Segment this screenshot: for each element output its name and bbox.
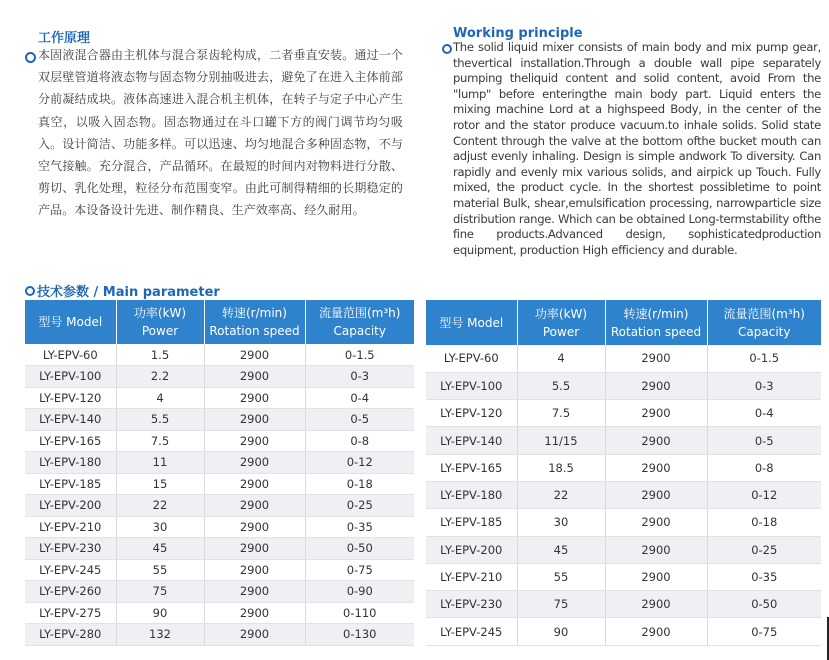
cell-speed: 2900 [605, 536, 707, 563]
cell-capacity: 0-3 [707, 372, 821, 399]
header-capacity-en: Capacity [738, 324, 791, 339]
table-row [426, 427, 821, 454]
cell-capacity: 0-12 [707, 481, 821, 508]
header-speed-en: Rotation speed [209, 324, 300, 338]
cell-speed: 2900 [204, 624, 305, 646]
table-row [426, 400, 821, 427]
cell-capacity: 0-25 [707, 536, 821, 563]
cell-capacity: 0-8 [305, 430, 414, 452]
cell-speed: 2900 [204, 430, 305, 452]
cell-model: LY-EPV-100 [25, 366, 116, 388]
cell-capacity: 0-1.5 [305, 344, 414, 366]
cell-speed: 2900 [605, 618, 707, 645]
table-row [426, 372, 821, 399]
cell-power: 90 [517, 618, 605, 645]
cell-capacity: 0-110 [305, 602, 414, 624]
cell-power: 7.5 [116, 430, 204, 452]
cell-capacity: 0-5 [305, 409, 414, 431]
cell-model: LY-EPV-185 [426, 509, 517, 536]
parameter-title-text: 技术参数 / Main parameter [37, 285, 220, 300]
cell-capacity: 0-3 [305, 366, 414, 388]
cell-model: LY-EPV-185 [25, 473, 116, 495]
cell-speed: 2900 [204, 409, 305, 431]
cell-model: LY-EPV-120 [426, 400, 517, 427]
table-row [25, 387, 414, 409]
cell-speed: 2900 [605, 427, 707, 454]
cell-power: 1.5 [116, 344, 204, 366]
header-power [116, 300, 204, 344]
table-row [25, 581, 414, 603]
cell-speed: 2900 [605, 563, 707, 590]
cell-model: LY-EPV-245 [25, 559, 116, 581]
cell-power: 11 [116, 452, 204, 474]
circle-bullet-icon [442, 44, 452, 54]
cell-power: 22 [116, 495, 204, 517]
cell-power: 90 [116, 602, 204, 624]
cell-speed: 2900 [605, 454, 707, 481]
cell-speed: 2900 [204, 581, 305, 603]
cell-capacity: 0-90 [305, 581, 414, 603]
cell-model: LY-EPV-165 [25, 430, 116, 452]
english-section-title: Working principle [453, 26, 583, 41]
cell-model: LY-EPV-260 [25, 581, 116, 603]
table-row [25, 624, 414, 646]
header-capacity-cn: 流量范围(m³h) [723, 306, 805, 321]
cell-power: 55 [116, 559, 204, 581]
header-power-cn: 功率(kW) [534, 306, 588, 321]
cell-model: LY-EPV-200 [25, 495, 116, 517]
cell-capacity: 0-50 [707, 591, 821, 618]
cell-model: LY-EPV-140 [426, 427, 517, 454]
cell-model: LY-EPV-120 [25, 387, 116, 409]
header-power-en: Power [141, 324, 179, 338]
cell-capacity: 0-35 [707, 563, 821, 590]
cell-power: 75 [517, 591, 605, 618]
cell-speed: 2900 [605, 509, 707, 536]
table-header-row [25, 300, 414, 344]
cell-power: 30 [116, 516, 204, 538]
table-row [426, 345, 821, 372]
circle-bullet-icon [25, 52, 36, 63]
cell-power: 18.5 [517, 454, 605, 481]
table-row [25, 559, 414, 581]
english-description: The solid liquid mixer consists of main body and mix pump gear, thevertical installation.Through a double wall pipe separately pumping theliquid content and solid content, avoid From the "lump" before enteringthe main body part. Liquid enters the mixing machine Lord at a highspeed Body, in the center of the rotor and the stator produce vacuum.to inhale solids. Solid state Content through the valve at the bottom ofthe bucket mouth can adjust evenly inhaling. Design is simple andwork To diversity. Can rapidly and evenly mix various solids, and airpick up Touch. Fully mixed, the product cycle. In the shortest possibletime to point material Bulk, shear,emulsification processing, narrowparticle size distribution range. Which can be obtained Long-termstability ofthe fine products.Advanced design, sophisticatedproduction equipment, production High efficiency and durable. [453, 40, 821, 257]
cell-speed: 2900 [605, 345, 707, 372]
header-power-en: Power [542, 324, 580, 339]
cell-model: LY-EPV-60 [25, 344, 116, 366]
table-row [25, 366, 414, 388]
cell-capacity: 0-130 [305, 624, 414, 646]
cell-power: 30 [517, 509, 605, 536]
cell-capacity: 0-35 [305, 516, 414, 538]
table-row [25, 430, 414, 452]
cell-power: 45 [517, 536, 605, 563]
header-speed [204, 300, 305, 344]
cell-capacity: 0-8 [707, 454, 821, 481]
table-row [25, 344, 414, 366]
cell-speed: 2900 [204, 344, 305, 366]
chinese-section-title: 工作原理 [38, 31, 91, 46]
cell-power: 5.5 [517, 372, 605, 399]
table-row [25, 495, 414, 517]
header-speed-cn: 转速(r/min) [623, 306, 689, 321]
cell-model: LY-EPV-230 [426, 591, 517, 618]
header-capacity-cn: 流量范围(m³h) [319, 306, 401, 320]
chinese-description: 本固液混合器由主机体与混合泵齿轮构成，二者垂直安装。通过一个双层壁管道将液态物与固态物分别抽吸进去，避免了在进入主体前部分前凝结成块。液体高速进入混合机主机体，在转子与定子中心产生真空，以吸入固态物。固态物通过在斗口罐下方的阀门调节均匀吸入。设计简洁、功能多样。可以迅速、均匀地混合多种固态物，不与空气接触。充分混合，产品循环。在最短的时间内对物料进行分散、剪切、乳化处理，粒径分布范围变窄。由此可制得精细的长期稳定的产品。本设备设计先进、制作精良、生产效率高、经久耐用。 [38, 48, 403, 218]
cell-capacity: 0-25 [305, 495, 414, 517]
table-row [25, 602, 414, 624]
table-row [426, 563, 821, 590]
cell-power: 15 [116, 473, 204, 495]
cell-capacity: 0-4 [305, 387, 414, 409]
cell-speed: 2900 [204, 602, 305, 624]
cell-model: LY-EPV-180 [426, 481, 517, 508]
header-capacity [707, 300, 821, 345]
cell-power: 5.5 [116, 409, 204, 431]
table-row [25, 473, 414, 495]
cell-capacity: 0-18 [707, 509, 821, 536]
cell-capacity: 0-75 [305, 559, 414, 581]
cell-speed: 2900 [204, 452, 305, 474]
table-row [25, 538, 414, 560]
cell-power: 11/15 [517, 427, 605, 454]
cell-model: LY-EPV-275 [25, 602, 116, 624]
cell-model: LY-EPV-140 [25, 409, 116, 431]
cell-model: LY-EPV-60 [426, 345, 517, 372]
cell-capacity: 0-4 [707, 400, 821, 427]
cell-capacity: 0-18 [305, 473, 414, 495]
cell-capacity: 0-12 [305, 452, 414, 474]
table-row [426, 591, 821, 618]
header-capacity [305, 300, 414, 344]
cell-speed: 2900 [605, 400, 707, 427]
circle-bullet-icon [25, 286, 35, 296]
table-row [25, 516, 414, 538]
cell-capacity: 0-1.5 [707, 345, 821, 372]
cell-power: 45 [116, 538, 204, 560]
cell-speed: 2900 [204, 366, 305, 388]
cell-power: 2.2 [116, 366, 204, 388]
cell-capacity: 0-50 [305, 538, 414, 560]
header-speed-en: Rotation speed [610, 324, 702, 339]
parameter-table-right [426, 300, 821, 646]
table-row [426, 618, 821, 645]
table-row [426, 454, 821, 481]
cell-speed: 2900 [605, 372, 707, 399]
cell-power: 75 [116, 581, 204, 603]
cell-model: LY-EPV-165 [426, 454, 517, 481]
cell-speed: 2900 [204, 559, 305, 581]
table-row [426, 481, 821, 508]
cell-power: 4 [517, 345, 605, 372]
cell-model: LY-EPV-210 [25, 516, 116, 538]
cell-model: LY-EPV-100 [426, 372, 517, 399]
parameter-table-left [25, 300, 414, 646]
cell-power: 7.5 [517, 400, 605, 427]
cell-power: 55 [517, 563, 605, 590]
cell-power: 132 [116, 624, 204, 646]
cell-capacity: 0-5 [707, 427, 821, 454]
parameter-section-title [25, 281, 220, 300]
cell-speed: 2900 [605, 591, 707, 618]
cell-speed: 2900 [204, 387, 305, 409]
table-row [426, 536, 821, 563]
table-row [25, 452, 414, 474]
header-speed [605, 300, 707, 345]
cell-model: LY-EPV-180 [25, 452, 116, 474]
cell-speed: 2900 [605, 481, 707, 508]
header-model: 型号 Model [25, 300, 116, 344]
cell-power: 22 [517, 481, 605, 508]
cell-model: LY-EPV-230 [25, 538, 116, 560]
header-power-cn: 功率(kW) [133, 306, 187, 320]
cell-model: LY-EPV-210 [426, 563, 517, 590]
cell-power: 4 [116, 387, 204, 409]
table-header-row [426, 300, 821, 345]
cell-model: LY-EPV-245 [426, 618, 517, 645]
header-model: 型号 Model [426, 300, 517, 345]
header-speed-cn: 转速(r/min) [222, 306, 287, 320]
cell-speed: 2900 [204, 516, 305, 538]
header-power [517, 300, 605, 345]
cell-speed: 2900 [204, 495, 305, 517]
cell-capacity: 0-75 [707, 618, 821, 645]
table-row [25, 409, 414, 431]
cell-model: LY-EPV-280 [25, 624, 116, 646]
cell-speed: 2900 [204, 473, 305, 495]
cell-speed: 2900 [204, 538, 305, 560]
header-capacity-en: Capacity [333, 324, 386, 338]
table-row [426, 509, 821, 536]
cell-model: LY-EPV-200 [426, 536, 517, 563]
